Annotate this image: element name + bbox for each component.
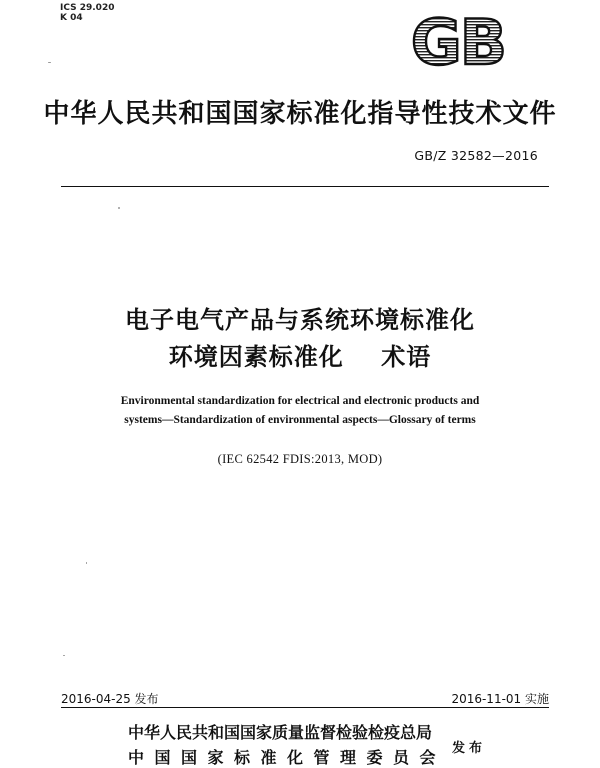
- header-divider: [61, 186, 549, 187]
- issuing-authorities: [128, 720, 446, 768]
- scan-speck: [48, 62, 51, 63]
- classification-codes: [60, 3, 114, 23]
- standard-number: GB/Z 32582—2016: [414, 148, 538, 163]
- ccs-code: K 04: [60, 13, 83, 23]
- issuer-sac: 中国国家标准化管理委员会: [128, 748, 447, 767]
- title-english-line-1: Environmental standardization for electrical and electronic products and: [120, 395, 480, 407]
- adoption-reference: (IEC 62542 FDIS:2013, MOD): [217, 452, 383, 466]
- title-english-line-2: systems—Standardization of environmental aspects—Glossary of terms: [124, 414, 476, 426]
- title-chinese-line-1: 电子电气产品与系统环境标准化: [125, 306, 475, 334]
- publish-label: 发布: [452, 741, 487, 756]
- gb-logo-text: GB: [410, 12, 506, 70]
- scan-speck: [63, 655, 65, 656]
- issuer-aqsiq: 中华人民共和国国家质量监督检验检疫总局: [128, 723, 433, 742]
- gb-logo: [398, 12, 518, 70]
- title-chinese-line-2: 环境因素标准化 术语: [168, 343, 432, 371]
- implementation-date: 2016-11-01 实施: [451, 692, 549, 706]
- ics-code: ICS 29.020: [60, 3, 115, 13]
- title-english: [60, 392, 540, 430]
- scan-speck: [86, 562, 87, 564]
- footer-divider: [61, 707, 549, 708]
- document-type-heading: 中华人民共和国国家标准化指导性技术文件: [43, 99, 557, 129]
- scan-speck: [118, 207, 120, 209]
- issue-date: 2016-04-25 发布: [61, 692, 159, 706]
